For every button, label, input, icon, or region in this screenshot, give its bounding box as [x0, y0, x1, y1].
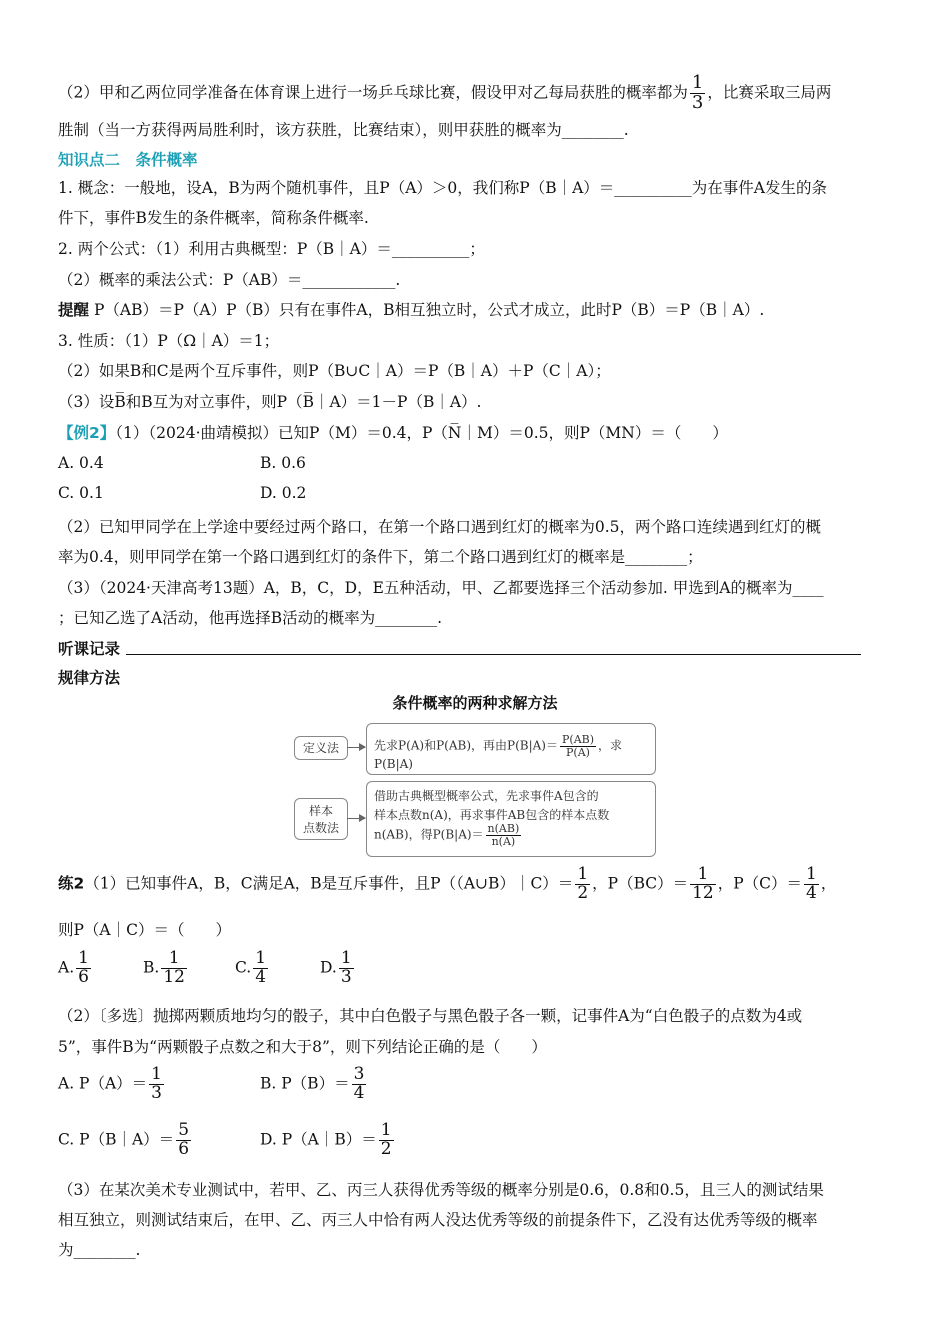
method-label: 规律方法 — [58, 669, 121, 687]
method-2-label-box — [294, 798, 348, 840]
practice-2-option-d: D. $\frac{1}{3}$ — [320, 948, 352, 987]
practice-2-question-1-line-1: 练2（1）已知事件A，B，C满足A，B是互斥事件，且P（（A∪B）｜C）＝ $\frac{1}{2}$ ，P（BC）＝ $\frac{1}{12}$ ，P（C）＝ $\frac{1}{4}$ ， — [58, 864, 837, 903]
definition-line-1: 1. 概念：一般地，设A，B为两个随机事件，且P（A）＞0，我们称P（B｜A）＝__________为在事件A发生的条 — [58, 179, 827, 197]
property-3: （3）设B̅和B互为对立事件，则P（B̅｜A）＝1－P（B｜A）. — [58, 393, 482, 411]
method-1-text-line-1: 先求P(A)和P(AB)，再由P(B|A)＝ $\frac{P(AB)}{P(A)}$ ，求 — [374, 733, 623, 759]
example-2-option-b: B. 0.6 — [260, 454, 306, 472]
practice-2-label: 练2 — [58, 874, 85, 893]
example-2-option-a: A. 0.4 — [58, 454, 104, 472]
tip-label: 提醒 — [58, 301, 90, 319]
formula-line-2: （2）概率的乘法公式：P（AB）＝____________. — [58, 271, 401, 289]
diagram-title: 条件概率的两种求解方法 — [392, 694, 558, 712]
example-2-question-1: 【例2】（1）（2024·曲靖模拟）已知P（M）＝0.4，P（N̅｜M）＝0.5，则P（MN）＝（ ） — [58, 424, 728, 442]
practice-2-option-b: B. $\frac{1}{12}$ — [143, 948, 185, 987]
method-1-label-box — [294, 736, 348, 760]
method-1-fraction: $\frac{P(AB)}{P(A)}$ — [562, 733, 595, 759]
fraction: $\frac{1}{4}$ — [806, 864, 817, 903]
problem-2-line-1: （2）甲和乙两位同学准备在体育课上进行一场乒乓球比赛，假设甲对乙每局获胜的概率都为 $\frac{1}{3}$ ，比赛采取三局两 — [58, 72, 832, 113]
practice-2-question-1-line-2: 则P（A｜C）＝（ ） — [58, 921, 231, 939]
notes-underline — [126, 654, 861, 655]
example-2-question-2-line-2: 率为0.4，则甲同学在第一个路口遇到红灯的条件下，第二个路口遇到红灯的概率是________； — [58, 548, 703, 566]
practice-2-option-c: C. $\frac{1}{4}$ — [235, 948, 267, 987]
definition-line-2: 件下，事件B发生的条件概率，简称条件概率. — [58, 209, 369, 227]
fraction: $\frac{1}{2}$ — [577, 864, 589, 903]
notes-label: 听课记录 — [58, 640, 121, 658]
method-2-text-line-2: 样本点数n(A)，再求事件AB包含的样本点数 — [374, 808, 610, 822]
example-2-option-d: D. 0.2 — [260, 484, 307, 502]
fraction-one-third: $\frac{1}{3}$ — [691, 72, 704, 113]
practice-2-option-a: A. $\frac{1}{6}$ — [58, 948, 89, 987]
practice-2-q2-option-d: D. P（A｜B）＝ $\frac{1}{2}$ — [260, 1120, 392, 1159]
practice-2-question-3-line-2: 相互独立，则测试结束后，在甲、乙、丙三人中恰有两人没达优秀等级的前提条件下，乙没有达优秀等级的概率 — [58, 1211, 818, 1229]
method-2-label-line-1: 样本 — [308, 804, 333, 818]
example-2-option-c: C. 0.1 — [58, 484, 104, 502]
example-2-question-3-line-2: ；已知乙选了A活动，他再选择B活动的概率为________. — [58, 609, 443, 627]
method-1-description-box — [366, 723, 656, 775]
property-2: （2）如果B和C是两个互斥事件，则P（B∪C｜A）＝P（B｜A）＋P（C｜A）； — [58, 362, 611, 380]
practice-2-q2-option-a: A. P（A）＝ $\frac{1}{3}$ — [58, 1064, 162, 1103]
method-2-label-line-2: 点数法 — [302, 820, 339, 835]
practice-2-question-2-line-1: （2）〔多选〕抛掷两颗质地均匀的骰子，其中白色骰子与黑色骰子各一颗，记事件A为“白色骰子的点数为4或 — [58, 1007, 803, 1025]
tip: 提醒 P（AB）＝P（A）P（B）只有在事件A，B相互独立时，公式才成立，此时P（B）＝P（B｜A）. — [58, 301, 765, 319]
method-2-fraction: $\frac{n(AB)}{n(A)}$ — [487, 822, 520, 848]
arrow-icon — [347, 818, 365, 819]
example-2-question-3-line-1: （3）（2024·天津高考13题）A，B，C，D，E五种活动，甲、乙都要选择三个活动参加. 甲选到A的概率为____ — [58, 579, 824, 597]
section-title-conditional-probability: 知识点二 条件概率 — [58, 151, 198, 169]
example-2-question-2-line-1: （2）已知甲同学在上学途中要经过两个路口，在第一个路口遇到红灯的概率为0.5，两个路口连续遇到红灯的概 — [58, 518, 822, 536]
practice-2-q2-option-b: B. P（B）＝ $\frac{3}{4}$ — [260, 1064, 365, 1103]
problem-2-line-2: 胜制（当一方获得两局胜利时，该方获胜，比赛结束），则甲获胜的概率为________. — [58, 121, 629, 139]
method-1-text-line-2: P(B|A) — [374, 757, 413, 771]
formula-line-1: 2. 两个公式：（1）利用古典概型：P（B｜A）＝__________； — [58, 240, 485, 258]
practice-2-q2-option-c: C. P（B｜A）＝ $\frac{5}{6}$ — [58, 1120, 190, 1159]
method-2-text-line-3: n(AB)，得P(B|A)＝ $\frac{n(AB)}{n(A)}$ — [374, 822, 520, 848]
example-2-label: 【例2】 — [58, 424, 116, 442]
practice-2-question-3-line-3: 为________. — [58, 1241, 141, 1259]
method-2-text-line-1: 借助古典概型概率公式，先求事件A包含的 — [374, 789, 599, 803]
arrow-icon — [347, 747, 365, 748]
method-1-label: 定义法 — [302, 741, 339, 755]
practice-2-question-2-line-2: 5”，事件B为“两颗骰子点数之和大于8”，则下列结论正确的是（ ） — [58, 1038, 547, 1056]
property-1: 3. 性质：（1）P（Ω｜A）＝1； — [58, 332, 280, 350]
method-2-description-box — [366, 781, 656, 857]
practice-2-question-3-line-1: （3）在某次美术专业测试中，若甲、乙、丙三人获得优秀等级的概率分别是0.6，0.8和0.5，且三人的测试结果 — [58, 1181, 824, 1199]
fraction: $\frac{1}{12}$ — [692, 864, 714, 903]
